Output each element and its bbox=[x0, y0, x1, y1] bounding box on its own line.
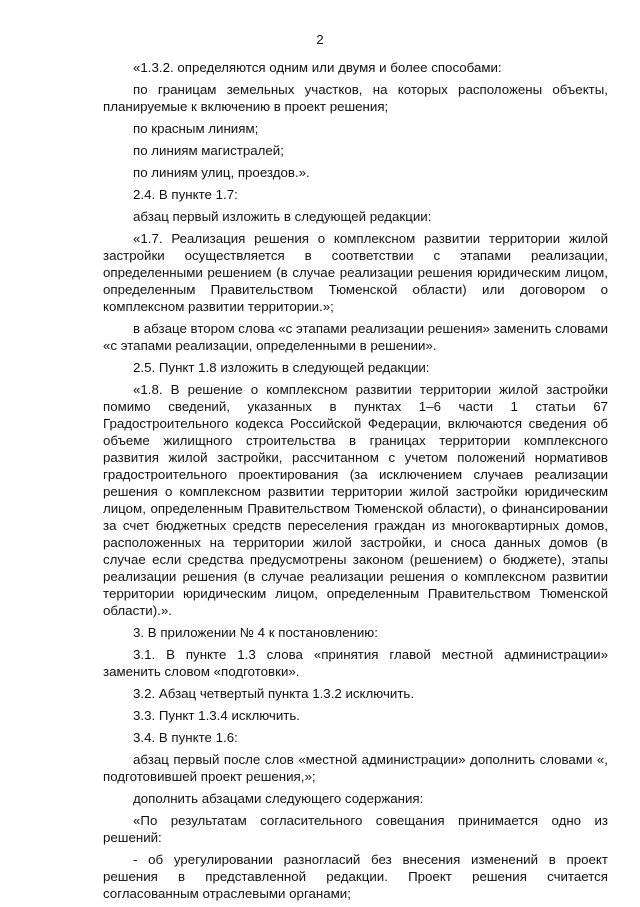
paragraph: абзац первый изложить в следующей редакции: bbox=[133, 209, 432, 224]
paragraph: 3.3. Пункт 1.3.4 исключить. bbox=[133, 708, 300, 723]
paragraph: по линиям магистралей; bbox=[133, 143, 284, 158]
paragraph: «1.3.2. определяются одним или двумя и более способами: bbox=[133, 60, 502, 75]
paragraph: - об урегулировании разногласий без внесения изменений в проект решения в представленной редакции. Проект решения считается согласованным отраслевыми органами; bbox=[103, 852, 608, 901]
page-number: 2 bbox=[316, 32, 324, 47]
paragraph: в абзаце втором слова «с этапами реализации решения» заменить словами «с этапами реализации, определенными в решении». bbox=[103, 321, 608, 353]
paragraph: 2.5. Пункт 1.8 изложить в следующей редакции: bbox=[133, 360, 430, 375]
paragraph: «1.7. Реализация решения о комплексном развитии территории жилой застройки осуществляется в соответствии с этапами реализации, определенными решением (в случае реализации решения юридическим лицом, определенным Правительством Тюменской области) или договором о комплексном развитии территории.»; bbox=[103, 231, 608, 314]
document-body bbox=[103, 59, 608, 907]
paragraph: по линиям улиц, проездов.». bbox=[133, 165, 310, 180]
paragraph: абзац первый после слов «местной администрации» дополнить словами «, подготовившей проект решения,»; bbox=[103, 752, 608, 784]
paragraph: дополнить абзацами следующего содержания: bbox=[133, 791, 424, 806]
paragraph: «По результатам согласительного совещания принимается одно из решений: bbox=[103, 813, 608, 845]
paragraph: 2.4. В пункте 1.7: bbox=[133, 187, 238, 202]
paragraph: «1.8. В решение о комплексном развитии территории жилой застройки помимо сведений, указанных в пунктах 1–6 части 1 статьи 67 Градостроительного кодекса Российской Федерации, включаются сведения об объеме жилищного строительства в границах территории комплексного развития жилой застройки, рассчитанном с учетом положений нормативов градостроительного проектирования (за исключением случаев реализации решения о комплексном развитии территории жилой застройки юридическим лицом, определенным Правительством Тюменской области), о финансировании за счет бюджетных средств переселения граждан из многоквартирных домов, расположенных на территории жилой застройки, и сноса данных домов (в случае если средства предусмотрены законом (решением) о бюджете), этапы реализации решения (в случае реализации решения о комплексном развитии территории юридическим лицом, определенным Правительством Тюменской области).». bbox=[103, 382, 608, 618]
paragraph: по границам земельных участков, на которых расположены объекты, планируемые к включению в проект решения; bbox=[103, 82, 608, 114]
paragraph: по красным линиям; bbox=[133, 121, 259, 136]
paragraph: 3.1. В пункте 1.3 слова «принятия главой местной администрации» заменить словом «подготовки». bbox=[103, 647, 608, 679]
paragraph: 3.2. Абзац четвертый пункта 1.3.2 исключить. bbox=[133, 686, 415, 701]
paragraph: 3.4. В пункте 1.6: bbox=[133, 730, 238, 745]
paragraph: 3. В приложении № 4 к постановлению: bbox=[133, 625, 378, 640]
